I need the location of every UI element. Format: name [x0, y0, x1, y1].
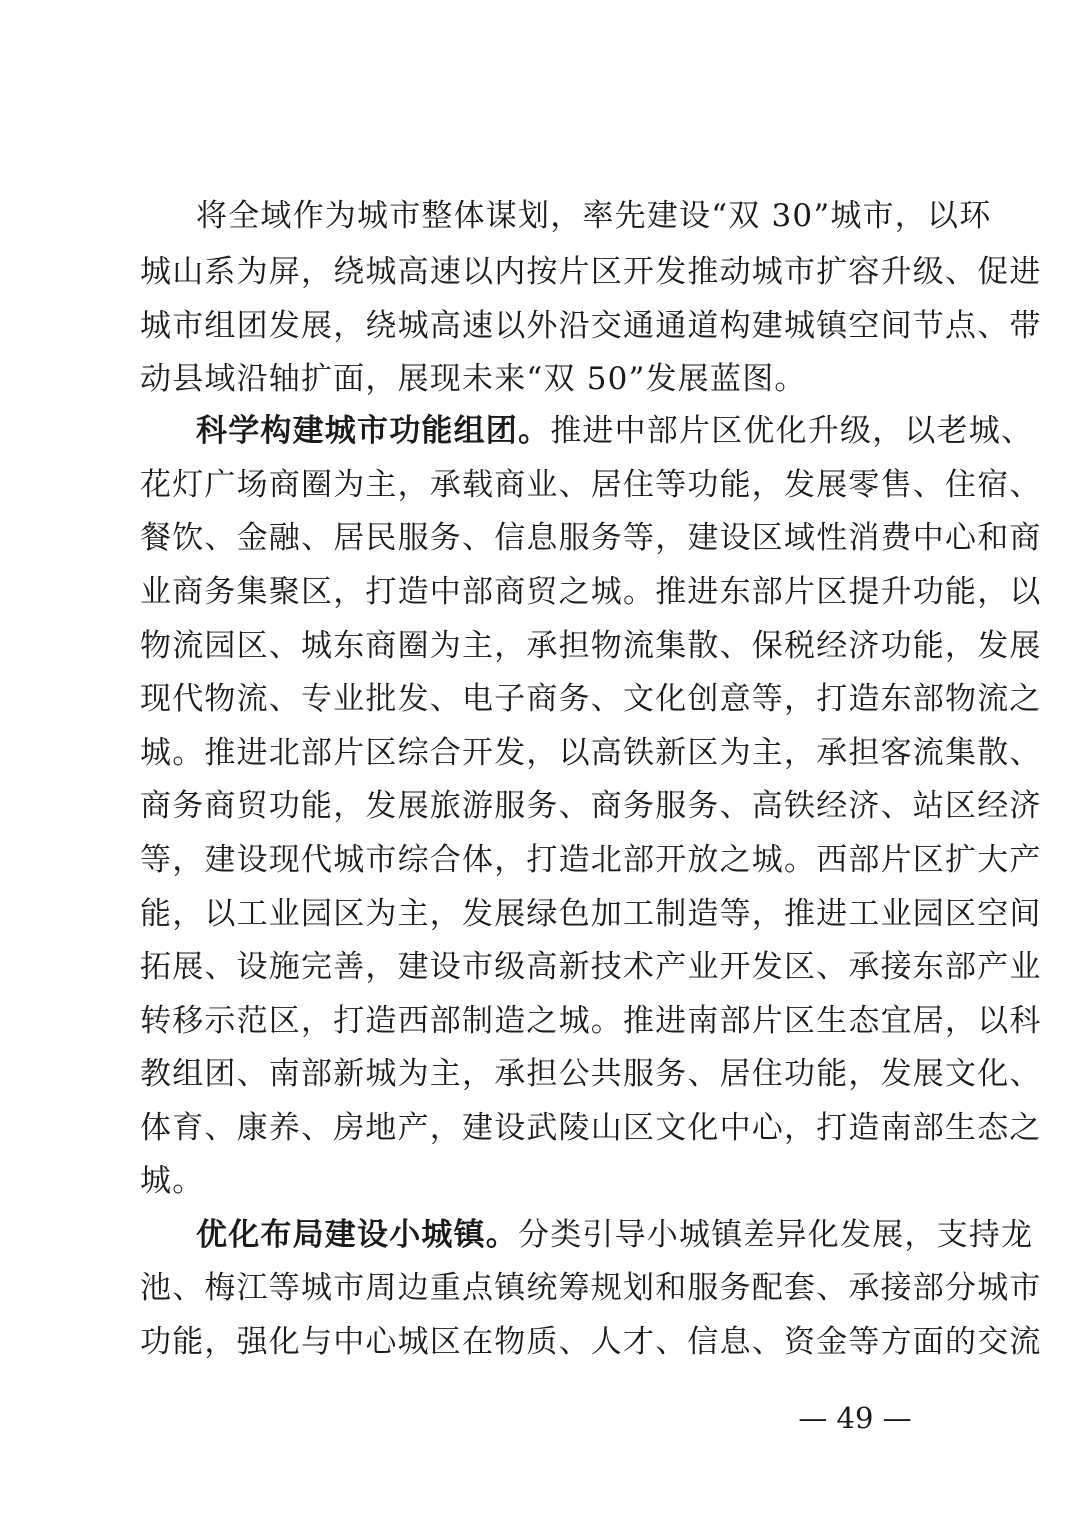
paragraph-2-heading: 科学构建城市功能组团。 [196, 413, 551, 449]
paragraph-1-line-1: 将全域作为城市整体谋划，率先建设“双 30”城市，以环 [196, 198, 992, 234]
paragraph-1-line-3: 城市组团发展，绕城高速以外沿交通通道构建城镇空间节点、带 [140, 308, 1042, 344]
paragraph-2-line-10: 能，以工业园区为主，发展绿色加工制造等，推进工业园区空间 [140, 896, 1042, 932]
page-number: — 49 — [798, 1401, 912, 1435]
paragraph-2-line-15: 城。 [140, 1163, 205, 1199]
paragraph-2-line-11: 拓展、设施完善，建设市级高新技术产业开发区、承接东部产业 [140, 949, 1042, 985]
paragraph-2-line-13: 教组团、南部新城为主，承担公共服务、居住功能，发展文化、 [140, 1056, 1042, 1092]
paragraph-2-line-2: 花灯广场商圈为主，承载商业、居住等功能，发展零售、住宿、 [140, 467, 1042, 503]
paragraph-2-line-3: 餐饮、金融、居民服务、信息服务等，建设区域性消费中心和商 [140, 520, 1042, 556]
paragraph-2-line-7: 城。推进北部片区综合开发，以高铁新区为主，承担客流集散、 [140, 735, 1042, 771]
paragraph-3-line-2: 池、梅江等城市周边重点镇统筹规划和服务配套、承接部分城市 [140, 1270, 1042, 1306]
paragraph-2-line-14: 体育、康养、房地产，建设武陵山区文化中心，打造南部生态之 [140, 1110, 1042, 1146]
paragraph-2-line-9: 等，建设现代城市综合体，打造北部开放之城。西部片区扩大产 [140, 842, 1042, 878]
paragraph-2-line-6: 现代物流、专业批发、电子商务、文化创意等，打造东部物流之 [140, 681, 1042, 717]
paragraph-3-line-3: 功能，强化与中心城区在物质、人才、信息、资金等方面的交流 [140, 1324, 1042, 1360]
paragraph-1-line-4: 动县域沿轴扩面，展现未来“双 50”发展蓝图。 [140, 361, 807, 397]
paragraph-2-line-1 [196, 409, 1034, 453]
paragraph-2-line-12: 转移示范区，打造西部制造之城。推进南部片区生态宜居，以科 [140, 1003, 1042, 1039]
paragraph-2-line-8: 商务商贸功能，发展旅游服务、商务服务、高铁经济、站区经济 [140, 788, 1042, 824]
paragraph-1-line-2: 城山系为屏，绕城高速以内按片区开发推动城市扩容升级、促进 [140, 254, 1042, 290]
paragraph-2-line-4: 业商务集聚区，打造中部商贸之城。推进东部片区提升功能，以 [140, 574, 1042, 610]
paragraph-2-line-5: 物流园区、城东商圈为主，承担物流集散、保税经济功能，发展 [140, 628, 1042, 664]
paragraph-3-heading: 优化布局建设小城镇。 [196, 1217, 518, 1253]
paragraph-3-line-1 [196, 1213, 1034, 1257]
paragraph-3-first-line-text: 分类引导小城镇差异化发展，支持龙 [518, 1217, 1034, 1253]
paragraph-2-first-line-text: 推进中部片区优化升级，以老城、 [550, 413, 1034, 449]
